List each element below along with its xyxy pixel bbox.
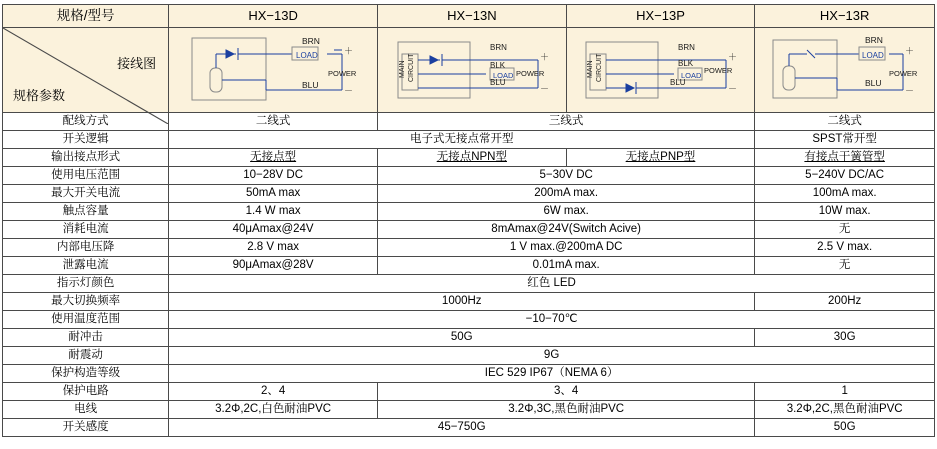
table-row <box>3 419 935 437</box>
diagram-n-blu: BLU <box>489 78 506 87</box>
row-value <box>169 185 378 203</box>
row-label: 保护电路 <box>3 383 169 401</box>
row-value <box>755 257 935 275</box>
diagram-n-load: LOAD <box>492 71 514 80</box>
row-value <box>755 383 935 401</box>
cell-text: 90μAmax@28V <box>232 259 314 272</box>
diagram-p-brn: BRN <box>678 43 696 52</box>
cell-text: 1000Hz <box>441 295 482 308</box>
row-value <box>169 419 755 437</box>
row-value <box>169 383 378 401</box>
diagram-r-blu: BLU <box>864 78 882 88</box>
diagram-r-brn: BRN <box>864 35 883 45</box>
row-value <box>378 239 755 257</box>
row-value <box>169 311 935 329</box>
row-label: 指示灯颜色 <box>3 275 169 293</box>
header-model-n: HX−13N <box>378 5 567 28</box>
row-value <box>378 221 755 239</box>
cell-text: 2、4 <box>260 385 286 398</box>
cell-text: 200Hz <box>828 295 862 308</box>
diagram-p-minus: － <box>728 84 738 94</box>
row-label: 电线 <box>3 401 169 419</box>
cell-text: IEC 529 IP67（NEMA 6） <box>484 367 619 380</box>
diagram-r-minus: － <box>904 86 914 96</box>
diagram-d-power: POWER <box>328 69 357 78</box>
row-value <box>755 149 935 167</box>
row-label: 内部电压降 <box>3 239 169 257</box>
row-value <box>169 131 755 149</box>
diagram-hx13p <box>566 28 755 113</box>
row-value <box>755 293 935 311</box>
row-label: 使用电压范围 <box>3 167 169 185</box>
cell-text: 100mA max. <box>812 187 877 200</box>
row-value <box>378 185 755 203</box>
wiring-diagram-row <box>3 28 935 113</box>
table-row <box>3 275 935 293</box>
row-value <box>169 149 378 167</box>
row-label: 最大切换频率 <box>3 293 169 311</box>
row-value <box>169 203 378 221</box>
diagram-d-plus: ＋ <box>344 46 354 56</box>
cell-text: 无接点PNP型 <box>625 151 696 164</box>
cell-text: 40μAmax@24V <box>232 223 314 236</box>
table-row <box>3 383 935 401</box>
row-value <box>169 329 755 347</box>
row-value <box>755 239 935 257</box>
cell-text: 30G <box>833 331 856 344</box>
row-value <box>755 113 935 131</box>
row-value <box>755 329 935 347</box>
row-value <box>169 167 378 185</box>
table-row <box>3 239 935 257</box>
cell-text: SPST常开型 <box>812 133 877 146</box>
cell-text: 无 <box>838 259 851 272</box>
cell-text: 50G <box>450 331 473 344</box>
diagram-p-main: MAIN <box>587 60 595 78</box>
cell-text: 2.8 V max <box>247 241 299 254</box>
row-value <box>169 275 935 293</box>
corner-label-wiring: 接线图 <box>117 56 157 71</box>
row-value <box>755 167 935 185</box>
row-label: 输出接点形式 <box>3 149 169 167</box>
cell-text: 0.01mA max. <box>532 259 600 272</box>
diagram-d-minus: － <box>344 86 354 96</box>
row-value <box>378 149 567 167</box>
row-value <box>755 131 935 149</box>
cell-text: 1 V max.@200mA DC <box>509 241 623 254</box>
cell-text: 3.2Φ,2C,白色耐油PVC <box>215 403 332 416</box>
diagram-r-load: LOAD <box>861 51 884 60</box>
row-label: 泄露电流 <box>3 257 169 275</box>
cell-text: 1.4 W max <box>245 205 301 218</box>
diagram-d-brn: BRN <box>302 36 321 46</box>
row-value <box>169 347 935 365</box>
cell-text: 无 <box>838 223 851 236</box>
spec-sheet <box>0 4 937 449</box>
cell-text: 无接点型 <box>250 151 297 164</box>
table-row <box>3 167 935 185</box>
diagram-n-power: POWER <box>515 69 545 78</box>
row-value <box>169 221 378 239</box>
cell-text: 8mAmax@24V(Switch Acive) <box>491 223 642 236</box>
row-value <box>378 401 755 419</box>
cell-text: 二线式 <box>827 115 862 128</box>
diagram-n-blk: BLK <box>489 61 505 70</box>
row-value <box>755 419 935 437</box>
header-model-p: HX−13P <box>566 5 755 28</box>
row-value <box>378 203 755 221</box>
diagram-p-blu: BLU <box>670 78 687 87</box>
cell-text: 电子式无接点常开型 <box>410 133 514 146</box>
wiring-diagram-d-icon <box>182 28 364 112</box>
diagram-n-plus: ＋ <box>539 52 549 62</box>
wiring-diagram-r-icon <box>767 28 923 112</box>
table-row <box>3 221 935 239</box>
row-label: 消耗电流 <box>3 221 169 239</box>
diagram-p-circuit: CIRCUIT <box>596 53 604 82</box>
table-row <box>3 131 935 149</box>
cell-text: 5−30V DC <box>539 169 593 182</box>
diagonal-divider-icon <box>3 28 168 124</box>
row-label: 配线方式 <box>3 113 169 131</box>
diagram-d-blu: BLU <box>302 80 319 90</box>
diagram-n-circuit: CIRCUIT <box>407 53 415 82</box>
row-label: 使用温度范围 <box>3 311 169 329</box>
cell-text: 200mA max. <box>534 187 599 200</box>
cell-text: 45−750G <box>437 421 486 434</box>
row-value <box>566 149 755 167</box>
row-value <box>169 239 378 257</box>
diagram-p-blk: BLK <box>678 59 694 68</box>
header-model-d: HX−13D <box>169 5 378 28</box>
corner-diagonal-cell <box>3 28 169 113</box>
diagram-r-power: POWER <box>888 69 917 78</box>
diagram-hx13n <box>378 28 567 113</box>
row-label: 最大开关电流 <box>3 185 169 203</box>
wiring-diagram-p-icon <box>578 28 742 112</box>
row-label: 保护构造等级 <box>3 365 169 383</box>
row-value <box>378 113 755 131</box>
wiring-diagram-n-icon <box>390 28 554 112</box>
diagram-hx13d <box>169 28 378 113</box>
cell-text: 2.5 V max. <box>817 241 873 254</box>
row-value <box>755 221 935 239</box>
row-value <box>755 401 935 419</box>
diagram-n-main: MAIN <box>398 60 406 78</box>
cell-text: 10W max. <box>818 205 871 218</box>
row-value <box>755 203 935 221</box>
table-row <box>3 401 935 419</box>
cell-text: 3.2Φ,3C,黑色耐油PVC <box>508 403 625 416</box>
table-row <box>3 347 935 365</box>
table-row <box>3 149 935 167</box>
cell-text: 有接点干簧管型 <box>804 151 885 164</box>
cell-text: 无接点NPN型 <box>436 151 507 164</box>
diagram-n-minus: － <box>539 84 549 94</box>
cell-text: 1 <box>841 385 848 398</box>
row-value <box>169 113 378 131</box>
spec-rows <box>3 113 935 437</box>
row-value <box>755 185 935 203</box>
specification-table <box>2 4 935 437</box>
table-row <box>3 185 935 203</box>
row-label: 触点容量 <box>3 203 169 221</box>
cell-text: 6W max. <box>543 205 589 218</box>
corner-label-spec: 规格参数 <box>13 87 66 103</box>
cell-text: 50G <box>833 421 856 434</box>
header-model-r: HX−13R <box>755 5 935 28</box>
row-value <box>378 257 755 275</box>
table-row <box>3 329 935 347</box>
table-row <box>3 311 935 329</box>
row-value <box>169 257 378 275</box>
row-value <box>378 383 755 401</box>
row-label: 开关感度 <box>3 419 169 437</box>
diagram-d-load: LOAD <box>296 51 318 60</box>
table-row <box>3 365 935 383</box>
diagram-n-brn: BRN <box>489 43 507 52</box>
diagram-r-plus: ＋ <box>904 46 914 56</box>
cell-text: 红色 LED <box>527 277 576 290</box>
row-value <box>169 401 378 419</box>
row-label: 耐震动 <box>3 347 169 365</box>
cell-text: 二线式 <box>255 115 291 128</box>
row-label: 耐冲击 <box>3 329 169 347</box>
diagram-p-plus: ＋ <box>728 52 738 62</box>
cell-text: 5−240V DC/AC <box>805 169 885 182</box>
table-row <box>3 293 935 311</box>
row-value <box>169 365 935 383</box>
cell-text: 10−28V DC <box>243 169 303 182</box>
cell-text: 3.2Φ,2C,黑色耐油PVC <box>786 403 903 416</box>
table-row <box>3 257 935 275</box>
cell-text: −10−70℃ <box>525 313 578 326</box>
header-model-cell: 规格/型号 <box>3 5 169 28</box>
cell-text: 三线式 <box>548 115 584 128</box>
row-label: 开关逻辑 <box>3 131 169 149</box>
table-header-row <box>3 5 935 28</box>
diagram-p-load: LOAD <box>681 71 702 80</box>
row-value <box>169 293 755 311</box>
cell-text: 50mA max <box>245 187 301 200</box>
cell-text: 9G <box>543 349 560 362</box>
cell-text: 3、4 <box>554 385 579 398</box>
diagram-hx13r <box>755 28 935 113</box>
table-row <box>3 203 935 221</box>
row-value <box>378 167 755 185</box>
diagram-p-power: POWER <box>704 66 733 75</box>
